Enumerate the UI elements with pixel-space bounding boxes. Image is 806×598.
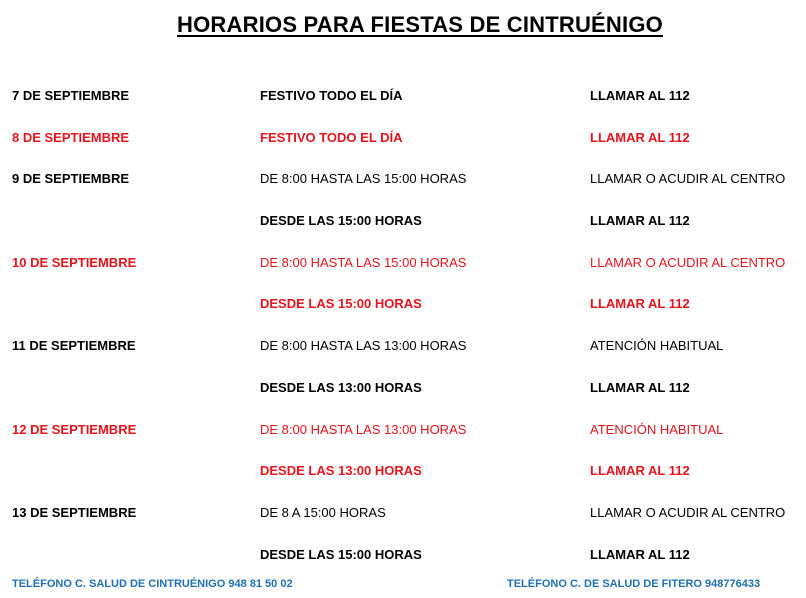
row-schedule: DESDE LAS 15:00 HORAS [260,296,422,312]
schedule-row [0,169,806,211]
row-action: LLAMAR AL 112 [590,88,690,103]
schedule-row [0,128,806,170]
row-action: LLAMAR AL 112 [590,213,690,229]
row-date: 8 DE SEPTIEMBRE [12,129,130,145]
schedule-row [0,294,806,336]
footer-phone-cintruenigo: TELÉFONO C. SALUD DE CINTRUÉNIGO 948 81 50 02 [12,578,293,590]
row-schedule: DESDE LAS 15:00 HORAS [260,213,422,229]
row-date: 11 DE SEPTIEMBRE [12,338,136,354]
row-schedule: FESTIVO TODO EL DÍA [260,129,403,145]
row-action: LLAMAR AL 112 [590,129,690,145]
row-schedule: FESTIVO TODO EL DÍA [260,88,403,103]
row-date: 12 DE SEPTIEMBRE [12,421,137,437]
schedule-row [0,461,806,503]
schedule-table [0,86,806,586]
row-schedule: DE 8:00 HASTA LAS 13:00 HORAS [260,421,467,437]
row-date: 7 DE SEPTIEMBRE [12,88,130,103]
row-date: 13 DE SEPTIEMBRE [12,504,137,520]
row-schedule: DESDE LAS 13:00 HORAS [260,379,422,395]
row-action: LLAMAR O ACUDIR AL CENTRO [590,171,786,187]
schedule-row [0,253,806,295]
schedule-row [0,420,806,462]
row-date: 9 DE SEPTIEMBRE [12,171,130,187]
row-action: ATENCIÓN HABITUAL [590,338,724,354]
schedule-row [0,378,806,420]
footer-phone-fitero: TELÉFONO C. DE SALUD DE FITERO 948776433 [507,578,761,590]
row-date: 10 DE SEPTIEMBRE [12,254,137,270]
schedule-row [0,503,806,545]
row-action: LLAMAR O ACUDIR AL CENTRO [590,254,786,270]
schedule-row [0,86,806,128]
row-action: LLAMAR AL 112 [590,296,690,312]
row-schedule: DE 8 A 15:00 HORAS [260,504,386,520]
row-action: LLAMAR AL 112 [590,379,690,395]
row-action: LLAMAR AL 112 [590,463,690,479]
row-action: LLAMAR O ACUDIR AL CENTRO [590,504,786,520]
row-schedule: DESDE LAS 13:00 HORAS [260,463,422,479]
row-action: ATENCIÓN HABITUAL [590,421,724,437]
row-action: LLAMAR AL 112 [590,546,690,562]
row-schedule: DESDE LAS 15:00 HORAS [260,546,422,562]
page-title: HORARIOS PARA FIESTAS DE CINTRUÉNIGO [177,12,663,37]
row-schedule: DE 8:00 HASTA LAS 15:00 HORAS [260,254,467,270]
schedule-row [0,336,806,378]
row-schedule: DE 8:00 HASTA LAS 15:00 HORAS [260,171,467,187]
schedule-row [0,211,806,253]
row-schedule: DE 8:00 HASTA LAS 13:00 HORAS [260,338,467,354]
